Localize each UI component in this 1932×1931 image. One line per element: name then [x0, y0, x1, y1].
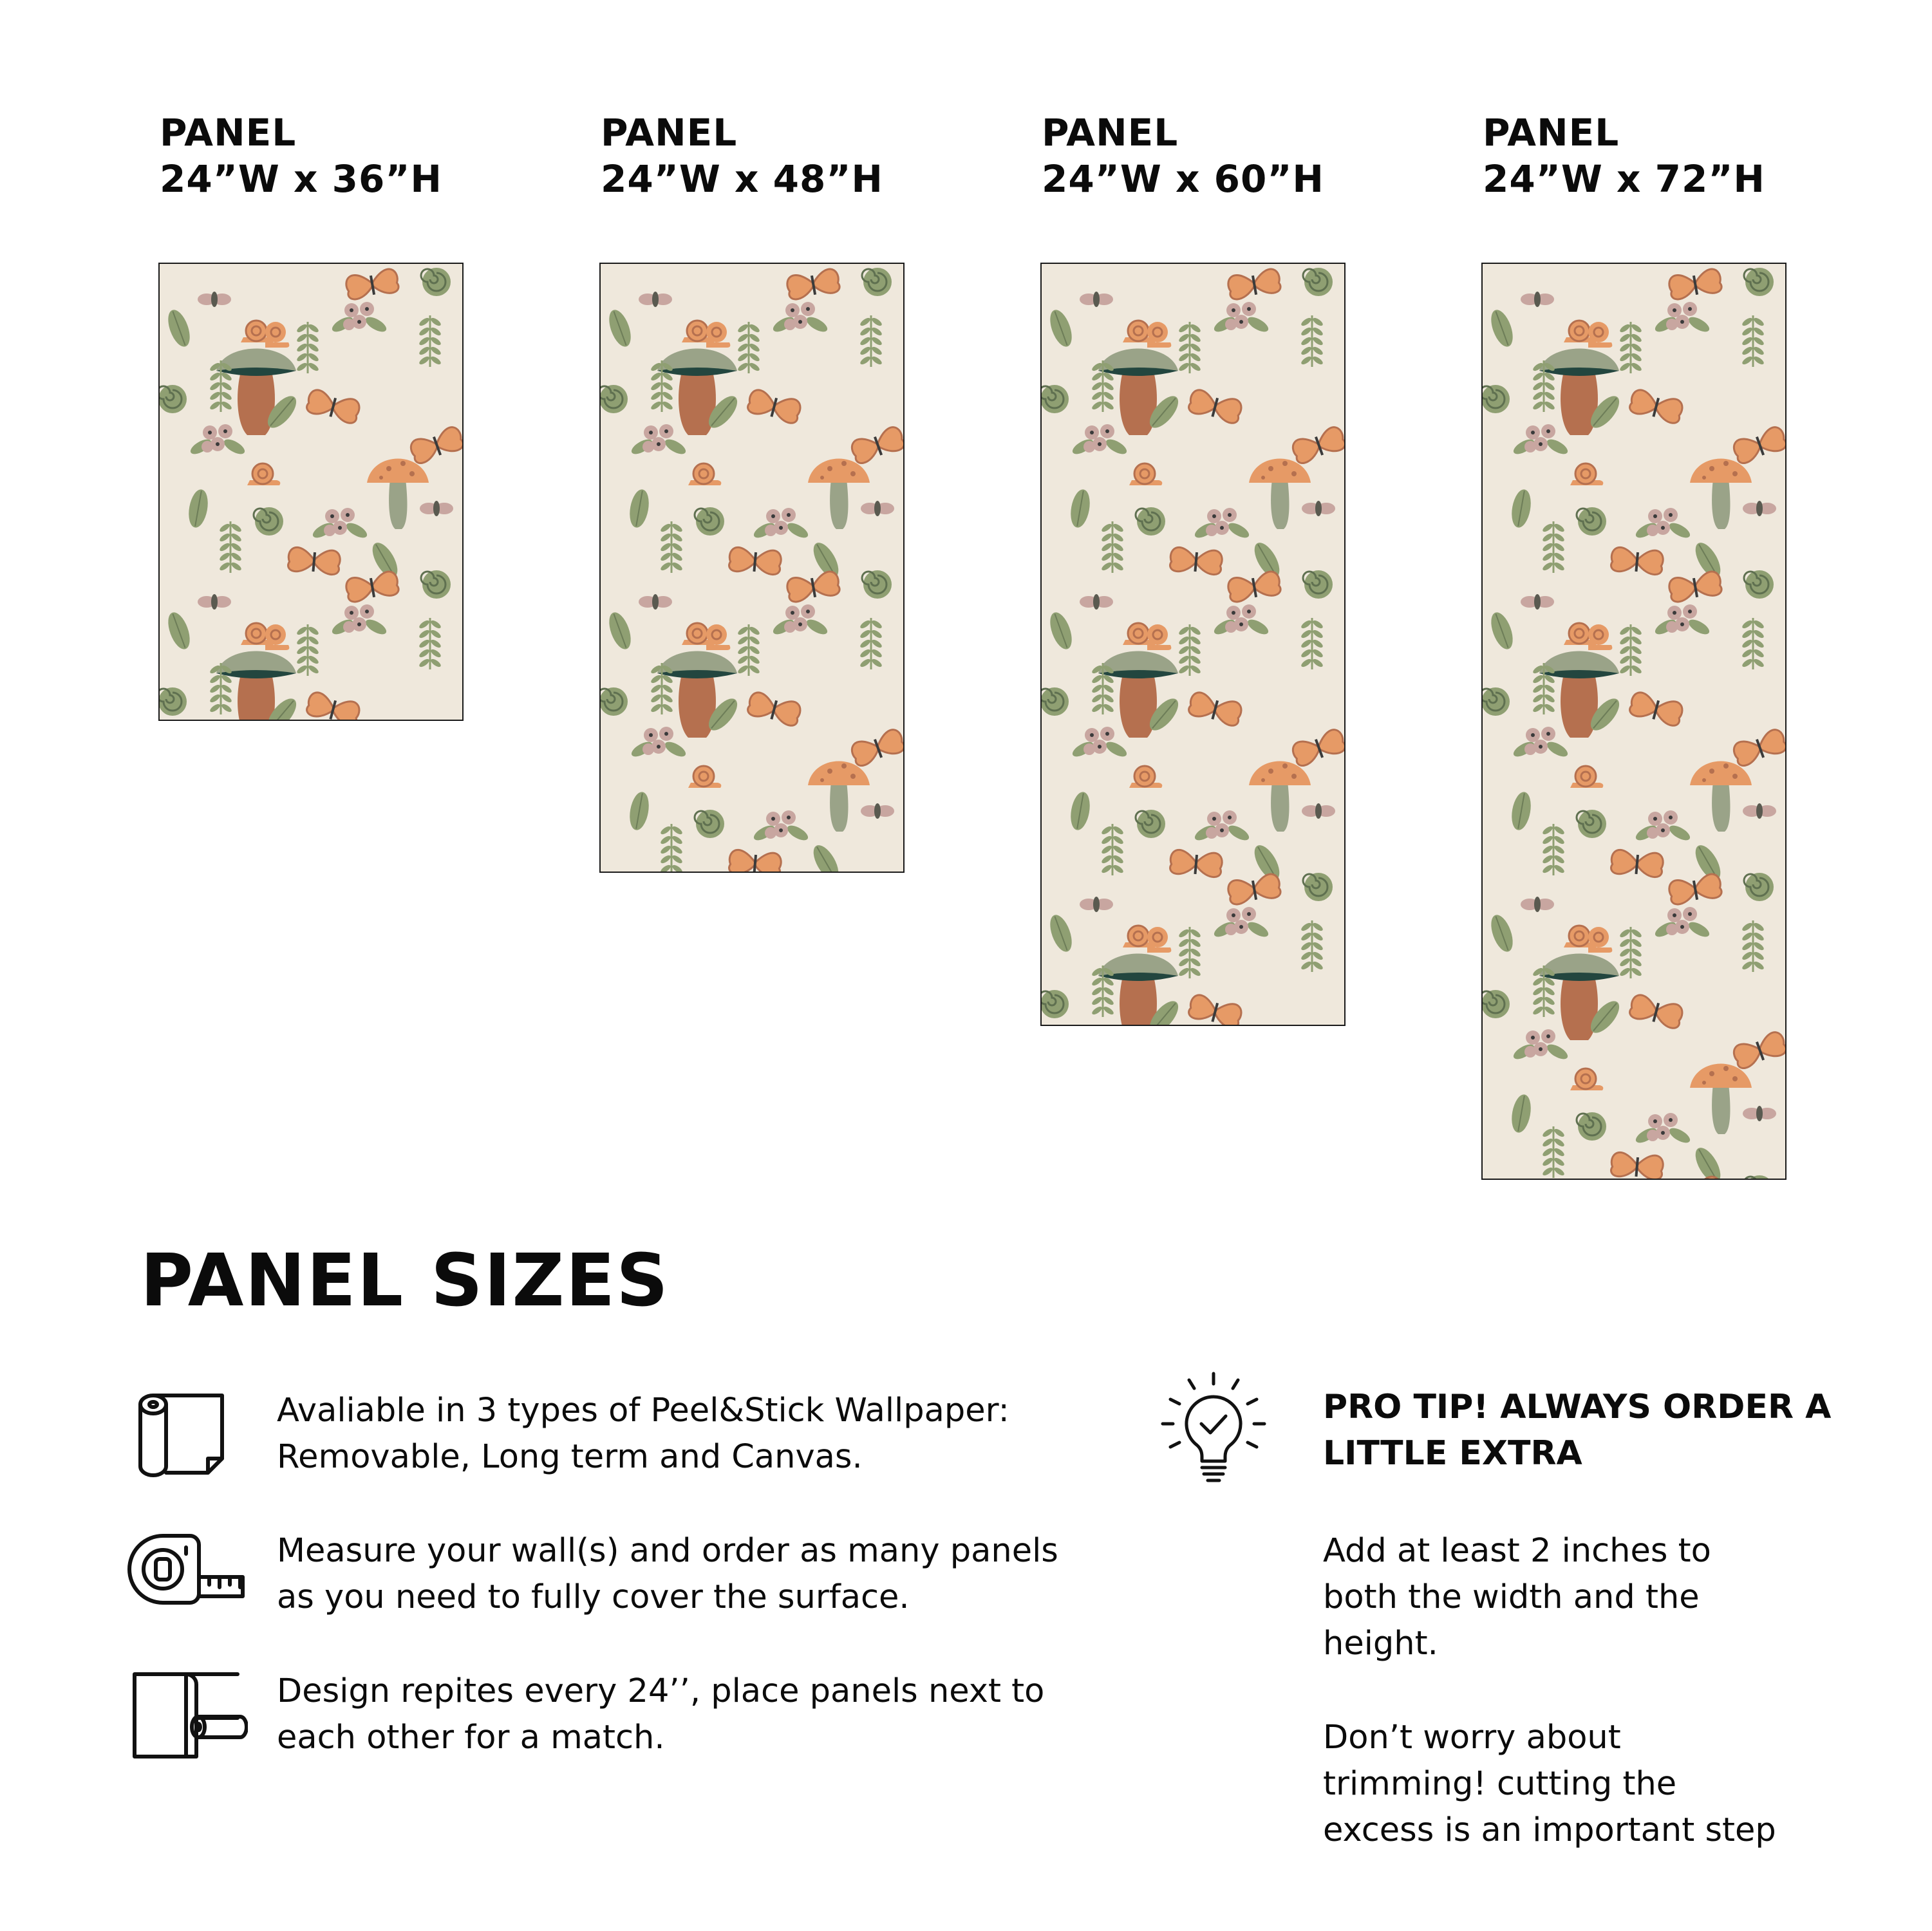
wallpaper-panel-roll-icon	[132, 1670, 248, 1760]
tape-measure-icon	[126, 1532, 248, 1609]
pro-tip-line: Don’t worry about	[1323, 1719, 1621, 1757]
feature-text-line: Avaliable in 3 types of Peel&Stick Wallpaper:	[277, 1392, 1009, 1430]
rose-motif	[1042, 687, 1069, 716]
rose-motif	[601, 385, 628, 413]
panel-label-size: 24”W x 60”H	[1042, 157, 1324, 201]
feature-text-line: Removable, Long term and Canvas.	[277, 1438, 863, 1476]
wallpaper-pattern	[1042, 264, 1344, 1025]
panel-preview-72	[1481, 263, 1787, 1180]
wallpaper-roll-icon	[132, 1390, 229, 1480]
section-title: PANEL SIZES	[140, 1239, 670, 1323]
panel-label-size: 24”W x 48”H	[601, 157, 883, 201]
wallpaper-pattern	[160, 264, 462, 720]
pro-tip-title	[1323, 1384, 1864, 1477]
panel-label-title: PANEL	[601, 111, 738, 154]
rose-motif	[1042, 990, 1069, 1018]
rose-motif	[160, 385, 187, 413]
wallpaper-pattern	[601, 264, 903, 872]
rose-motif	[1483, 385, 1510, 413]
panel-label-size: 24”W x 36”H	[160, 157, 442, 201]
feature-text-repeat	[277, 1668, 1133, 1761]
pro-tip-line: excess is an important step	[1323, 1811, 1776, 1849]
pro-tip-line: both the width and the	[1323, 1578, 1700, 1616]
panel-label-36	[160, 109, 442, 202]
rose-motif	[1483, 687, 1510, 716]
panel-label-72	[1483, 109, 1765, 202]
feature-text-line: Measure your wall(s) and order as many panels	[277, 1532, 1058, 1570]
pro-tip-line: trimming! cutting the	[1323, 1765, 1677, 1803]
panel-label-size: 24”W x 72”H	[1483, 157, 1765, 201]
panel-label-60	[1042, 109, 1324, 202]
pro-tip-title-line: LITTLE EXTRA	[1323, 1434, 1582, 1473]
feature-text-measure	[277, 1528, 1133, 1621]
wallpaper-pattern	[1483, 264, 1785, 1179]
pro-tip-line: Add at least 2 inches to	[1323, 1532, 1711, 1570]
pro-tip-title-line: PRO TIP! ALWAYS ORDER A	[1323, 1388, 1832, 1426]
panel-preview-36	[158, 263, 464, 721]
panel-preview-48	[599, 263, 905, 873]
pro-tip-paragraph-1	[1323, 1528, 1864, 1667]
panel-label-title: PANEL	[1042, 111, 1179, 154]
rose-motif	[1042, 385, 1069, 413]
rose-motif	[1483, 990, 1510, 1018]
pro-tip-line: height.	[1323, 1625, 1438, 1663]
rose-motif	[601, 687, 628, 716]
lightbulb-check-icon	[1159, 1371, 1268, 1487]
panel-label-title: PANEL	[160, 111, 297, 154]
feature-text-line: each other for a match.	[277, 1719, 665, 1757]
rose-motif	[160, 687, 187, 716]
feature-text-line: Design repites every 24’’, place panels next to	[277, 1672, 1045, 1710]
panel-label-title: PANEL	[1483, 111, 1620, 154]
pro-tip-paragraph-2	[1323, 1715, 1864, 1854]
panel-label-48	[601, 109, 883, 202]
feature-text-types	[277, 1388, 1133, 1480]
panel-preview-60	[1040, 263, 1346, 1026]
feature-text-line: as you need to fully cover the surface.	[277, 1578, 910, 1616]
